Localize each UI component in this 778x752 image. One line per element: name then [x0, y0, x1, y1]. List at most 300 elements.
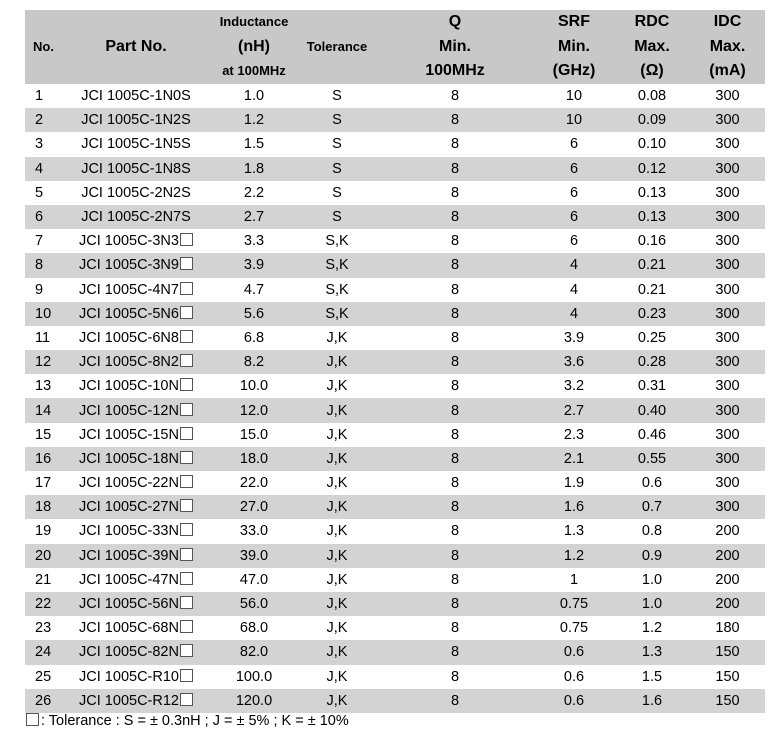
cell-part-no: [62, 374, 210, 398]
cell-inductance-text: 33.0: [239, 523, 269, 540]
cell-q-text: 8: [450, 644, 460, 661]
cell-no-text: 26: [35, 692, 52, 709]
cell-inductance: [210, 398, 298, 422]
cell-idc-text: 300: [715, 354, 740, 371]
cell-q-text: 8: [450, 305, 460, 322]
cell-srf: [534, 640, 614, 664]
cell-no: [25, 302, 62, 326]
cell-no-text: 3: [35, 136, 44, 153]
cell-rdc: [614, 495, 690, 519]
table-row: [25, 544, 765, 568]
cell-no-text: 22: [35, 596, 52, 613]
cell-idc-text: 200: [715, 547, 740, 564]
cell-no: [25, 640, 62, 664]
cell-tolerance-text: S: [332, 160, 342, 177]
cell-tolerance-text: J,K: [326, 499, 348, 516]
cell-inductance-text: 5.6: [243, 305, 265, 322]
cell-srf: [534, 568, 614, 592]
cell-rdc: [614, 326, 690, 350]
cell-inductance: [210, 568, 298, 592]
cell-part-no-text: JCI 1005C-4N7: [79, 281, 179, 298]
cell-rdc: [614, 374, 690, 398]
cell-srf: [534, 326, 614, 350]
cell-srf: [534, 229, 614, 253]
cell-tolerance-text: J,K: [326, 354, 348, 371]
cell-inductance: [210, 84, 298, 108]
cell-srf-text: 3.9: [563, 329, 585, 346]
footnote-text: : Tolerance : S = ± 0.3nH ; J = ± 5% ; K = ± 10%: [41, 713, 349, 729]
cell-tolerance: [298, 640, 376, 664]
cell-inductance-text: 100.0: [235, 668, 273, 685]
header-no: No.: [25, 10, 62, 84]
cell-part-no-text: JCI 1005C-1N0S: [81, 88, 191, 105]
cell-srf: [534, 132, 614, 156]
cell-part-no: [62, 471, 210, 495]
cell-tolerance-text: J,K: [326, 692, 348, 709]
cell-inductance-text: 1.2: [243, 112, 265, 129]
cell-rdc-text: 0.8: [641, 523, 663, 540]
table-row: [25, 205, 765, 229]
cell-no: [25, 350, 62, 374]
cell-idc: [690, 326, 765, 350]
cell-rdc: [614, 689, 690, 713]
cell-q: [376, 374, 534, 398]
cell-tolerance: [298, 689, 376, 713]
cell-q: [376, 157, 534, 181]
tolerance-box-icon: [180, 644, 193, 657]
cell-srf-text: 2.1: [563, 450, 585, 467]
cell-no: [25, 374, 62, 398]
cell-idc: [690, 253, 765, 277]
cell-q-text: 8: [450, 184, 460, 201]
cell-part-no: [62, 423, 210, 447]
cell-rdc-text: 0.25: [637, 329, 667, 346]
cell-q: [376, 568, 534, 592]
cell-tolerance: [298, 568, 376, 592]
cell-rdc-text: 0.46: [637, 426, 667, 443]
cell-srf-text: 6: [569, 233, 579, 250]
cell-no-text: 16: [35, 450, 52, 467]
cell-q: [376, 640, 534, 664]
cell-part-no-text: JCI 1005C-56N: [79, 596, 179, 613]
cell-rdc: [614, 544, 690, 568]
cell-rdc: [614, 302, 690, 326]
cell-rdc: [614, 253, 690, 277]
header-tolerance: Tolerance: [298, 10, 376, 84]
cell-srf-text: 0.75: [559, 596, 589, 613]
cell-q-text: 8: [450, 426, 460, 443]
cell-part-no: [62, 398, 210, 422]
cell-srf: [534, 84, 614, 108]
cell-part-no-text: JCI 1005C-6N8: [79, 329, 179, 346]
cell-q: [376, 181, 534, 205]
cell-rdc-text: 1.6: [641, 692, 663, 709]
tolerance-box-icon: [180, 354, 193, 367]
cell-tolerance: [298, 665, 376, 689]
cell-tolerance-text: J,K: [326, 378, 348, 395]
cell-rdc-text: 0.08: [637, 88, 667, 105]
cell-idc: [690, 229, 765, 253]
cell-tolerance-text: J,K: [326, 450, 348, 467]
cell-q-text: 8: [450, 112, 460, 129]
cell-rdc: [614, 108, 690, 132]
cell-q-text: 8: [450, 402, 460, 419]
cell-q: [376, 84, 534, 108]
cell-part-no-text: JCI 1005C-47N: [79, 571, 179, 588]
cell-no-text: 1: [35, 88, 44, 105]
cell-inductance: [210, 132, 298, 156]
cell-no: [25, 398, 62, 422]
cell-idc-text: 200: [715, 523, 740, 540]
cell-q-text: 8: [450, 571, 460, 588]
cell-tolerance-text: S: [332, 136, 342, 153]
cell-idc: [690, 495, 765, 519]
cell-no-text: 18: [35, 499, 52, 516]
tolerance-box-icon: [180, 475, 193, 488]
cell-q-text: 8: [450, 547, 460, 564]
cell-tolerance-text: S: [332, 112, 342, 129]
tolerance-box-icon: [26, 713, 39, 726]
cell-no: [25, 471, 62, 495]
cell-idc-text: 300: [715, 233, 740, 250]
cell-q-text: 8: [450, 620, 460, 637]
cell-no-text: 15: [35, 426, 52, 443]
cell-no: [25, 519, 62, 543]
tolerance-box-icon: [180, 403, 193, 416]
cell-inductance: [210, 350, 298, 374]
header-q: [376, 10, 534, 84]
cell-srf: [534, 398, 614, 422]
cell-tolerance: [298, 229, 376, 253]
cell-rdc: [614, 592, 690, 616]
cell-rdc-text: 0.21: [637, 257, 667, 274]
cell-tolerance-text: S,K: [325, 281, 349, 298]
header-srf: [534, 10, 614, 84]
cell-no: [25, 568, 62, 592]
cell-idc: [690, 278, 765, 302]
cell-q-text: 8: [450, 378, 460, 395]
cell-q: [376, 108, 534, 132]
cell-q: [376, 326, 534, 350]
cell-part-no-text: JCI 1005C-2N2S: [81, 184, 191, 201]
cell-srf-text: 1.3: [563, 523, 585, 540]
cell-tolerance-text: J,K: [326, 523, 348, 540]
cell-inductance: [210, 495, 298, 519]
cell-tolerance-text: J,K: [326, 596, 348, 613]
cell-srf: [534, 592, 614, 616]
cell-idc-text: 300: [715, 378, 740, 395]
cell-idc: [690, 471, 765, 495]
cell-rdc: [614, 665, 690, 689]
cell-q: [376, 592, 534, 616]
cell-q: [376, 447, 534, 471]
cell-rdc-text: 0.10: [637, 136, 667, 153]
cell-idc-text: 300: [715, 475, 740, 492]
cell-no-text: 19: [35, 523, 52, 540]
cell-rdc: [614, 423, 690, 447]
header-rdc-line2: Max.: [634, 37, 670, 55]
cell-tolerance-text: J,K: [326, 402, 348, 419]
tolerance-box-icon: [180, 257, 193, 270]
cell-idc: [690, 689, 765, 713]
cell-srf-text: 0.6: [563, 644, 585, 661]
table-row: [25, 108, 765, 132]
cell-inductance-text: 82.0: [239, 644, 269, 661]
cell-srf: [534, 447, 614, 471]
cell-q: [376, 278, 534, 302]
cell-no: [25, 616, 62, 640]
cell-tolerance: [298, 374, 376, 398]
cell-no-text: 9: [35, 281, 44, 298]
cell-inductance: [210, 108, 298, 132]
cell-part-no: [62, 326, 210, 350]
cell-rdc-text: 0.7: [641, 499, 663, 516]
cell-idc: [690, 544, 765, 568]
cell-rdc-text: 1.0: [641, 571, 663, 588]
cell-idc: [690, 84, 765, 108]
cell-rdc-text: 0.16: [637, 233, 667, 250]
cell-no: [25, 157, 62, 181]
header-idc-line2: Max.: [709, 37, 746, 55]
header-srf-line1: SRF: [558, 13, 590, 31]
cell-tolerance: [298, 495, 376, 519]
table-row: [25, 616, 765, 640]
cell-q-text: 8: [450, 523, 460, 540]
cell-tolerance: [298, 592, 376, 616]
cell-no-text: 24: [35, 644, 52, 661]
cell-srf-text: 1.9: [563, 475, 585, 492]
cell-q-text: 8: [450, 499, 460, 516]
cell-idc-text: 300: [715, 112, 740, 129]
cell-inductance-text: 3.9: [243, 257, 265, 274]
cell-rdc: [614, 157, 690, 181]
header-rdc: [614, 10, 690, 84]
cell-part-no: [62, 592, 210, 616]
cell-rdc-text: 0.09: [637, 112, 667, 129]
header-inductance-line2: (nH): [238, 37, 270, 55]
cell-part-no: [62, 132, 210, 156]
cell-rdc: [614, 278, 690, 302]
cell-idc-text: 300: [715, 402, 740, 419]
cell-tolerance: [298, 350, 376, 374]
cell-no-text: 23: [35, 620, 52, 637]
cell-part-no: [62, 640, 210, 664]
cell-idc: [690, 108, 765, 132]
header-row: [25, 10, 765, 84]
cell-no-text: 8: [35, 257, 44, 274]
cell-srf-text: 4: [569, 257, 579, 274]
cell-srf: [534, 519, 614, 543]
cell-part-no: [62, 519, 210, 543]
cell-inductance: [210, 689, 298, 713]
cell-part-no: [62, 157, 210, 181]
header-rdc-line3: (Ω): [640, 62, 664, 80]
cell-srf: [534, 495, 614, 519]
cell-no: [25, 181, 62, 205]
cell-q-text: 8: [450, 88, 460, 105]
cell-idc: [690, 181, 765, 205]
cell-no-text: 5: [35, 184, 44, 201]
cell-idc-text: 300: [715, 257, 740, 274]
cell-tolerance: [298, 84, 376, 108]
cell-inductance: [210, 616, 298, 640]
table-row: [25, 447, 765, 471]
cell-srf-text: 2.7: [563, 402, 585, 419]
cell-srf-text: 3.6: [563, 354, 585, 371]
table-row: [25, 592, 765, 616]
cell-srf: [534, 350, 614, 374]
cell-rdc: [614, 132, 690, 156]
cell-part-no: [62, 495, 210, 519]
tolerance-box-icon: [180, 620, 193, 633]
tolerance-box-icon: [180, 378, 193, 391]
tolerance-box-icon: [180, 451, 193, 464]
cell-q: [376, 398, 534, 422]
cell-q: [376, 302, 534, 326]
cell-part-no-text: JCI 1005C-18N: [79, 450, 179, 467]
cell-no: [25, 84, 62, 108]
cell-srf: [534, 108, 614, 132]
cell-inductance-text: 56.0: [239, 596, 269, 613]
cell-idc-text: 300: [715, 281, 740, 298]
cell-inductance: [210, 181, 298, 205]
cell-q-text: 8: [450, 136, 460, 153]
cell-rdc-text: 1.5: [641, 668, 663, 685]
cell-idc: [690, 302, 765, 326]
cell-srf-text: 3.2: [563, 378, 585, 395]
cell-inductance: [210, 471, 298, 495]
cell-tolerance: [298, 253, 376, 277]
cell-inductance-text: 68.0: [239, 620, 269, 637]
cell-part-no-text: JCI 1005C-5N6: [79, 305, 179, 322]
cell-part-no-text: JCI 1005C-1N5S: [81, 136, 191, 153]
cell-rdc: [614, 447, 690, 471]
cell-part-no: [62, 181, 210, 205]
table-row: [25, 471, 765, 495]
cell-rdc-text: 0.31: [637, 378, 667, 395]
cell-no-text: 13: [35, 378, 52, 395]
cell-srf: [534, 302, 614, 326]
cell-inductance: [210, 205, 298, 229]
cell-no: [25, 665, 62, 689]
tolerance-box-icon: [180, 572, 193, 585]
cell-part-no: [62, 253, 210, 277]
cell-inductance-text: 1.8: [243, 160, 265, 177]
cell-idc: [690, 374, 765, 398]
cell-tolerance: [298, 157, 376, 181]
cell-inductance-text: 1.0: [243, 88, 265, 105]
cell-no: [25, 495, 62, 519]
cell-q-text: 8: [450, 160, 460, 177]
cell-rdc-text: 0.9: [641, 547, 663, 564]
cell-no: [25, 423, 62, 447]
cell-rdc: [614, 84, 690, 108]
cell-srf-text: 10: [565, 88, 583, 105]
cell-idc-text: 300: [715, 329, 740, 346]
tolerance-box-icon: [180, 523, 193, 536]
cell-part-no-text: JCI 1005C-R12: [79, 692, 179, 709]
cell-rdc: [614, 229, 690, 253]
cell-inductance: [210, 229, 298, 253]
cell-inductance-text: 2.7: [243, 209, 265, 226]
cell-part-no-text: JCI 1005C-8N2: [79, 354, 179, 371]
cell-part-no-text: JCI 1005C-3N3: [79, 233, 179, 250]
cell-srf: [534, 157, 614, 181]
cell-tolerance: [298, 181, 376, 205]
cell-no: [25, 108, 62, 132]
cell-inductance-text: 6.8: [243, 329, 265, 346]
cell-tolerance-text: S: [332, 88, 342, 105]
cell-part-no-text: JCI 1005C-27N: [79, 499, 179, 516]
cell-tolerance-text: S: [332, 209, 342, 226]
header-rdc-line1: RDC: [634, 13, 670, 31]
cell-idc-text: 150: [715, 668, 740, 685]
cell-q-text: 8: [450, 233, 460, 250]
cell-part-no-text: JCI 1005C-82N: [79, 644, 179, 661]
cell-idc-text: 300: [715, 160, 740, 177]
table-row: [25, 689, 765, 713]
cell-idc: [690, 592, 765, 616]
cell-q: [376, 205, 534, 229]
cell-inductance-text: 47.0: [239, 571, 269, 588]
cell-srf-text: 1.2: [563, 547, 585, 564]
cell-part-no-text: JCI 1005C-68N: [79, 620, 179, 637]
cell-srf-text: 0.6: [563, 668, 585, 685]
cell-tolerance-text: S: [332, 184, 342, 201]
cell-rdc-text: 0.28: [637, 354, 667, 371]
cell-inductance-text: 18.0: [239, 450, 269, 467]
cell-inductance: [210, 519, 298, 543]
cell-idc-text: 300: [715, 305, 740, 322]
cell-q-text: 8: [450, 596, 460, 613]
table-row: [25, 350, 765, 374]
cell-part-no: [62, 350, 210, 374]
cell-no-text: 21: [35, 571, 52, 588]
cell-srf-text: 0.6: [563, 692, 585, 709]
table-row: [25, 423, 765, 447]
cell-no-text: 11: [35, 329, 51, 346]
cell-no: [25, 326, 62, 350]
cell-part-no: [62, 108, 210, 132]
cell-inductance: [210, 423, 298, 447]
cell-tolerance: [298, 205, 376, 229]
cell-idc-text: 200: [715, 596, 740, 613]
cell-rdc-text: 0.40: [637, 402, 667, 419]
cell-part-no-text: JCI 1005C-3N9: [79, 257, 179, 274]
cell-q-text: 8: [450, 209, 460, 226]
cell-q-text: 8: [450, 450, 460, 467]
cell-srf-text: 6: [569, 184, 579, 201]
cell-part-no: [62, 229, 210, 253]
cell-idc: [690, 350, 765, 374]
tolerance-box-icon: [180, 427, 193, 440]
cell-rdc-text: 1.3: [641, 644, 663, 661]
cell-idc-text: 300: [715, 450, 740, 467]
cell-tolerance-text: S,K: [325, 233, 349, 250]
cell-q: [376, 229, 534, 253]
cell-inductance-text: 8.2: [243, 354, 265, 371]
cell-part-no: [62, 665, 210, 689]
tolerance-box-icon: [180, 499, 193, 512]
cell-rdc: [614, 616, 690, 640]
cell-inductance: [210, 665, 298, 689]
header-idc-line1: IDC: [713, 13, 742, 31]
cell-no: [25, 278, 62, 302]
cell-tolerance: [298, 471, 376, 495]
tolerance-box-icon: [180, 306, 193, 319]
cell-q: [376, 423, 534, 447]
cell-no: [25, 253, 62, 277]
